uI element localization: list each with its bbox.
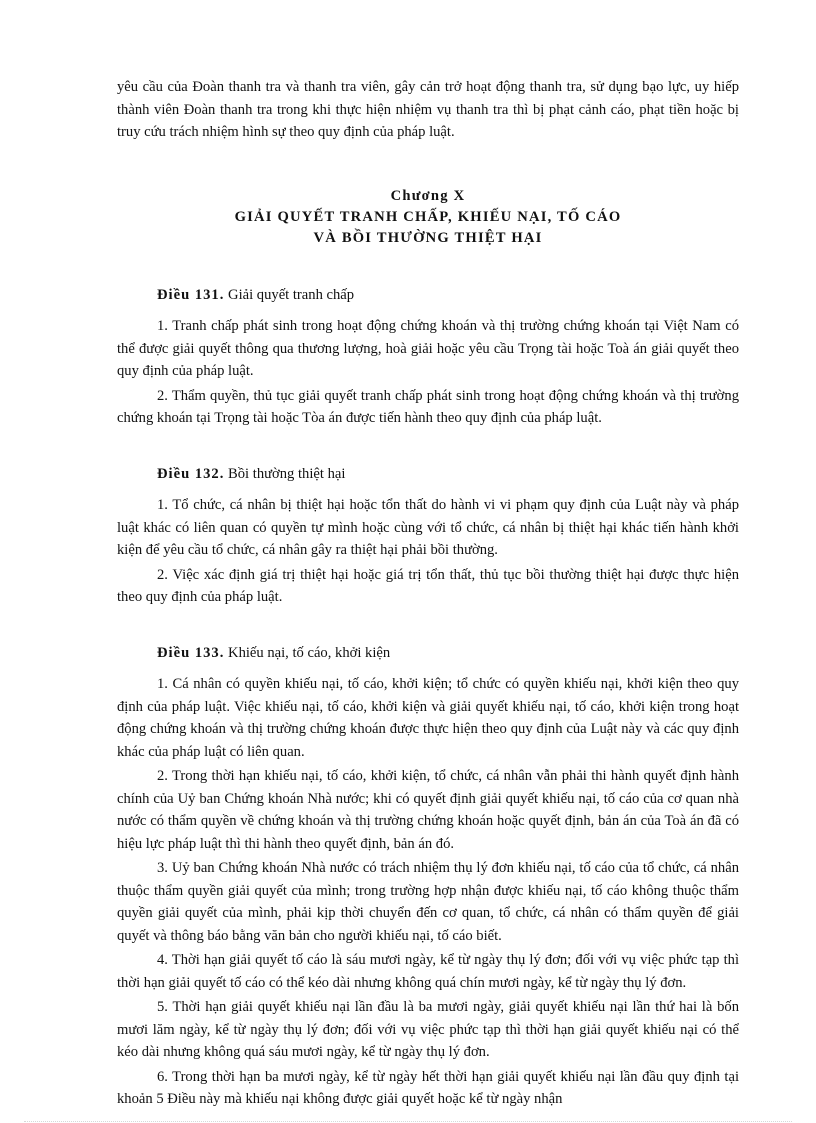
article-paragraph: 2. Thẩm quyền, thủ tục giải quyết tranh chấp phát sinh trong hoạt động chứng khoán và thị trường chứng khoán tại Trọng tài hoặc Tòa án được tiến hành theo quy định của pháp luật.	[117, 387, 739, 426]
article-number: Điều 133.	[157, 644, 225, 661]
article-number: Điều 131.	[157, 286, 225, 303]
chapter-heading	[117, 186, 739, 249]
page-bottom-divider	[24, 1121, 792, 1122]
article-paragraph: 5. Thời hạn giải quyết khiếu nại lần đầu là ba mươi ngày, giải quyết khiếu nại lần thứ hai là bốn mươi lăm ngày, kể từ ngày thụ lý đơn; đối với vụ việc phức tạp thì thời hạn giải quyết khiếu nại có thể kéo dài nhưng không quá sáu mươi ngày, kể từ ngày thụ lý đơn.	[117, 999, 739, 1060]
article-heading	[157, 284, 739, 307]
article-132	[117, 463, 739, 609]
article-number: Điều 132.	[157, 465, 225, 482]
article-paragraph: 1. Tổ chức, cá nhân bị thiệt hại hoặc tổn thất do hành vi vi phạm quy định của Luật này và pháp luật khác có liên quan có quyền tự mình hoặc cùng với tổ chức, cá nhân bị thiệt hại khác tiến hành khởi kiện để yêu cầu tổ chức, cá nhân gây ra thiệt hại phải bồi thường.	[117, 497, 739, 558]
chapter-title-line-1: GIẢI QUYẾT TRANH CHẤP, KHIẾU NẠI, TỐ CÁO	[234, 208, 622, 225]
article-paragraph: 2. Việc xác định giá trị thiệt hại hoặc giá trị tổn thất, thủ tục bồi thường thiệt hại được thực hiện theo quy định của pháp luật.	[117, 566, 739, 605]
article-paragraph: 6. Trong thời hạn ba mươi ngày, kể từ ngày hết thời hạn giải quyết khiếu nại lần đầu quy định tại khoản 5 Điều này mà khiếu nại không được giải quyết hoặc kể từ ngày nhận	[117, 1068, 739, 1107]
article-title: Giải quyết tranh chấp	[228, 286, 355, 303]
article-paragraph: 2. Trong thời hạn khiếu nại, tố cáo, khởi kiện, tổ chức, cá nhân vẫn phải thi hành quyết định hành chính của Uỷ ban Chứng khoán Nhà nước; khi có quyết định giải quyết khiếu nại, tố cáo của cơ quan nhà nước có thẩm quyền về chứng khoán và thị trường chứng khoán hoặc quyết định, bản án của Toà án đã có hiệu lực pháp luật thì thi hành theo quyết định, bản án đó.	[117, 768, 739, 852]
chapter-title-line-2: VÀ BỒI THƯỜNG THIỆT HẠI	[313, 229, 543, 246]
article-paragraph: 1. Cá nhân có quyền khiếu nại, tố cáo, khởi kiện; tổ chức có quyền khiếu nại, khởi kiện theo quy định của pháp luật. Việc khiếu nại, tố cáo, khởi kiện và giải quyết khiếu nại, tố cáo, khởi kiện trong hoạt động chứng khoán và thị trường chứng khoán được thực hiện theo quy định của Luật này và các quy định khác của pháp luật có liên quan.	[117, 676, 739, 760]
article-paragraph: 3. Uỷ ban Chứng khoán Nhà nước có trách nhiệm thụ lý đơn khiếu nại, tố cáo của tổ chức, cá nhân thuộc thẩm quyền giải quyết của mình; trong trường hợp nhận được khiếu nại, tố cáo không thuộc thẩm quyền giải quyết của mình, phải kịp thời chuyển đến cơ quan, tổ chức, cá nhân có thẩm quyền để giải quyết và thông báo bằng văn bản cho người khiếu nại, tố cáo biết.	[117, 860, 739, 944]
article-title: Khiếu nại, tố cáo, khởi kiện	[228, 644, 391, 661]
article-133	[117, 642, 739, 1111]
chapter-number: Chương X	[390, 187, 466, 204]
intro-paragraph: yêu cầu của Đoàn thanh tra và thanh tra viên, gây cản trở hoạt động thanh tra, sử dụng bạo lực, uy hiếp thành viên Đoàn thanh tra trong khi thực hiện nhiệm vụ thanh tra thì bị phạt cảnh cáo, phạt tiền hoặc bị truy cứu trách nhiệm hình sự theo quy định của pháp luật.	[117, 79, 739, 140]
article-heading	[157, 463, 739, 486]
document-page	[117, 76, 739, 1113]
article-title: Bồi thường thiệt hại	[228, 465, 346, 482]
article-paragraph: 4. Thời hạn giải quyết tố cáo là sáu mươi ngày, kể từ ngày thụ lý đơn; đối với vụ việc phức tạp thì thời hạn giải quyết tố cáo có thể kéo dài nhưng không quá chín mươi ngày, kể từ ngày thụ lý đơn.	[117, 952, 739, 991]
article-heading	[157, 642, 739, 665]
article-131	[117, 284, 739, 430]
article-paragraph: 1. Tranh chấp phát sinh trong hoạt động chứng khoán và thị trường chứng khoán tại Việt Nam có thể được giải quyết thông qua thương lượng, hoà giải hoặc yêu cầu Trọng tài hoặc Toà án giải quyết theo quy định của pháp luật.	[117, 318, 739, 379]
